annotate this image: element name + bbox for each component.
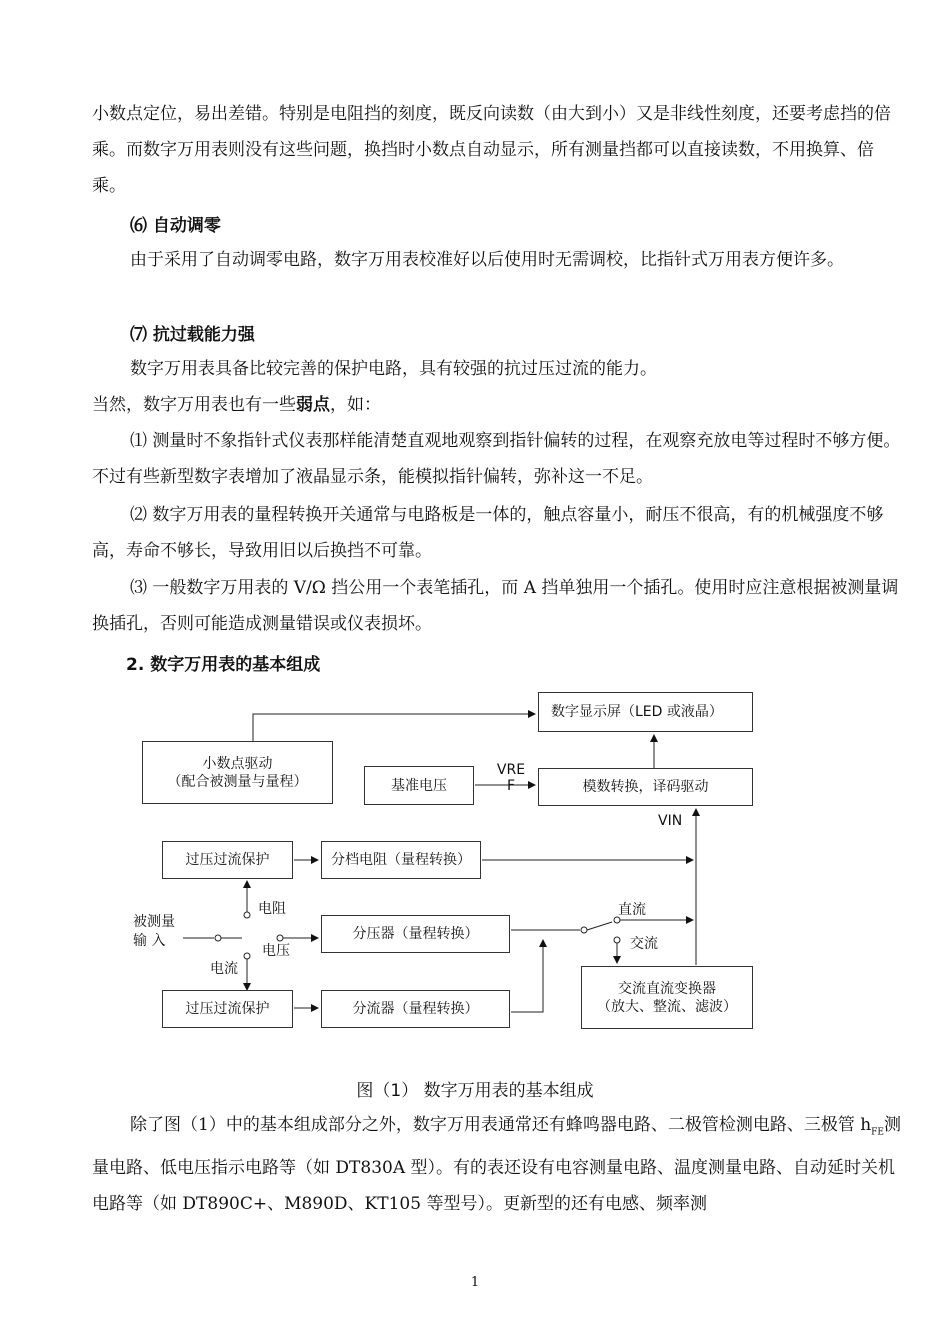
- weakness-2: ⑵ 数字万用表的量程转换开关通常与电路板是一体的，触点容量小，耐压不很高，有的机械强度不够高，寿命不够长，导致用旧以后换挡不可靠。: [92, 505, 884, 561]
- protection-box-top: 过压过流保护: [162, 841, 293, 879]
- resistor-divider-box: 分档电阻（量程转换）: [321, 841, 481, 879]
- heading-auto-zero: ⑹ 自动调零: [130, 216, 221, 236]
- page-number: 1: [470, 1275, 480, 1290]
- weakness-1: ⑴ 测量时不象指针式仪表那样能清楚直观地观察到指针偏转的过程，在观察充放电等过程时不够方便。不过有些新型数字表增加了液晶显示条，能模拟指针偏转，弥补这一不足。: [92, 431, 901, 487]
- resistance-label: 电阻: [258, 901, 286, 917]
- voltage-divider-box: 分压器（量程转换）: [321, 915, 510, 953]
- display-box: 数字显示屏（LED 或液晶）: [538, 692, 753, 732]
- input-label: 被测量 输 入: [133, 914, 175, 949]
- current-label: 电流: [210, 961, 238, 977]
- figure-caption: 图（1） 数字万用表的基本组成: [356, 1081, 594, 1101]
- paragraph-auto-zero: 由于采用了自动调零电路，数字万用表校准好以后使用时无需调校，比指针式万用表方便许多。: [130, 250, 844, 270]
- weakness-bold: 弱点: [296, 395, 330, 415]
- heading-overload: ⑺ 抗过载能力强: [130, 325, 255, 345]
- voltage-label: 电压: [262, 943, 290, 959]
- paragraph-weakness-intro: 当然，数字万用表也有一些弱点，如：: [92, 395, 381, 415]
- dc-label: 直流: [618, 902, 646, 918]
- vin-label: VIN: [658, 813, 683, 829]
- decimal-driver-box: 小数点驱动 （配合被测量与量程）: [142, 741, 333, 804]
- ac-dc-converter-box: 交流直流变换器 （放大、整流、滤波）: [581, 966, 753, 1029]
- vref-label: VREF: [496, 762, 526, 794]
- adc-box: 模数转换，译码驱动: [538, 768, 753, 806]
- weakness-3: ⑶ 一般数字万用表的 V/Ω 挡公用一个表笔插孔，而 A 挡单独用一个插孔。使用时应注意根据被测量调换插孔，否则可能造成测量错误或仪表损坏。: [92, 578, 899, 634]
- ac-label: 交流: [630, 936, 658, 952]
- reference-voltage-box: 基准电压: [364, 766, 474, 805]
- paragraph-extra-circuits: 除了图（1）中的基本组成部分之外，数字万用表通常还有蜂鸣器电路、二极管检测电路、三极管 $h_{FE}$测量电路、低电压指示电路等（如 DT830A 型）。有的表还设有电容测量电路、温度测量电路、自动延时关机电路等（如 DT890C+、M890D、KT105 等型号）。更新型的还有电感、频率测: [92, 1115, 901, 1215]
- shunt-box: 分流器（量程转换）: [321, 990, 510, 1028]
- paragraph-overload: 数字万用表具备比较完善的保护电路，具有较强的抗过压过流的能力。: [130, 359, 657, 379]
- protection-box-bottom: 过压过流保护: [162, 990, 293, 1028]
- paragraph-intro: 小数点定位，易出差错。特别是电阻挡的刻度，既反向读数（由大到小）又是非线性刻度，还要考虑挡的倍乘。而数字万用表则没有这些问题，换挡时小数点自动显示，所有测量挡都可以直接读数，不用换算、倍乘。: [92, 104, 891, 196]
- section-heading: 2. 数字万用表的基本组成: [126, 655, 321, 675]
